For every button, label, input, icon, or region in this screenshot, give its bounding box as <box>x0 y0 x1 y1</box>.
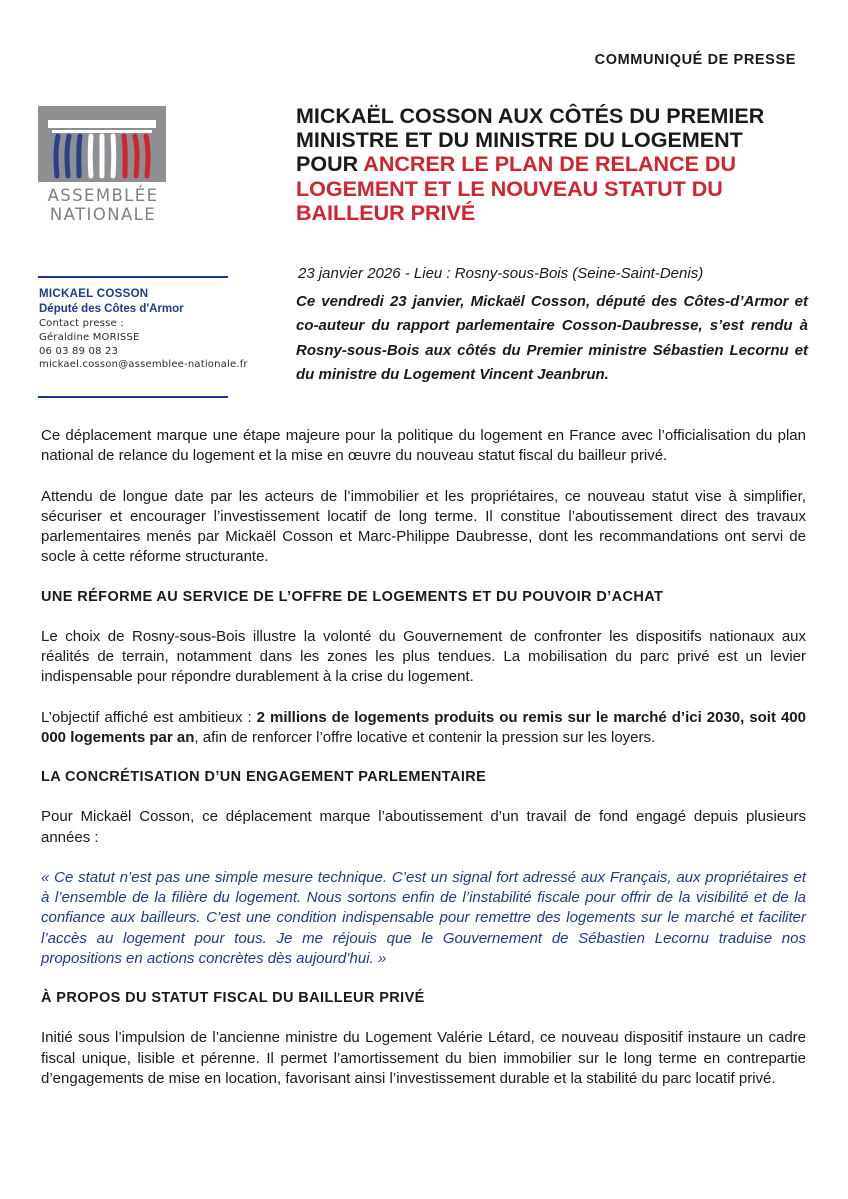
lead-paragraph: Ce vendredi 23 janvier, Mickaël Cosson, député des Côtes-d’Armor et co-auteur du rapport parlementaire Cosson-Daubresse, s’est rendu à Rosny-sous-Bois aux côtés du Premier ministre Sébastien Lecornu et du ministre du Logement Vincent Jeanbrun. <box>296 293 808 383</box>
press-contact-phone: 06 03 89 08 23 <box>39 345 119 357</box>
press-contact-label: Contact presse : <box>39 318 124 329</box>
contact-top-divider <box>38 276 228 278</box>
section-heading-2: LA CONCRÉTISATION D’UN ENGAGEMENT PARLEMENTAIRE <box>41 769 487 786</box>
document-type: COMMUNIQUÉ DE PRESSE <box>594 52 796 68</box>
press-contact-email: mickael.cosson@assemblee-nationale.fr <box>39 359 248 371</box>
logo-wordmark <box>38 186 168 224</box>
contact-block <box>39 287 279 372</box>
paragraph-4-highlight: 2 millions de logements produits ou remis sur le marché d’ici 2030, soit 400 000 logements par an <box>41 708 806 746</box>
paragraph-4 <box>41 708 806 749</box>
dateline: 23 janvier 2026 - Lieu : Rosny-sous-Bois (Seine-Saint-Denis) <box>298 265 704 282</box>
paragraph-6: Initié sous l’impulsion de l’ancienne ministre du Logement Valérie Létard, ce nouveau dispositif instaure un cadre fiscal unique, lisible et pérenne. Il permet l’amortissement du bien immobilier sur le long terme en contrepartie d’engagements de mise en location, favorisant ainsi l’investissement durable et la stabilité du parc locatif privé. <box>41 1029 806 1087</box>
press-release-headline <box>296 104 786 225</box>
hemicycle-logo-icon <box>38 106 166 182</box>
headline-red: ANCRER LE PLAN DE RELANCE DU LOGEMENT ET LE NOUVEAU STATUT DU BAILLEUR PRIVÉ <box>296 152 736 225</box>
assemblee-nationale-logo <box>38 106 168 224</box>
deputy-role: Député des Côtes d'Armor <box>39 303 184 315</box>
headline-black: MICKAËL COSSON AUX CÔTÉS DU PREMIER MINISTRE ET DU MINISTRE DU LOGEMENT POUR <box>296 104 765 177</box>
logo-line-2: NATIONALE <box>49 205 157 224</box>
section-heading-1: UNE RÉFORME AU SERVICE DE L’OFFRE DE LOGEMENTS ET DU POUVOIR D’ACHAT <box>41 588 664 605</box>
press-contact-name: Géraldine MORISSE <box>39 331 140 343</box>
paragraph-4-end: , afin de renforcer l’offre locative et contenir la pression sur les loyers. <box>194 728 656 746</box>
quote: « Ce statut n’est pas une simple mesure technique. C’est un signal fort adressé aux Français, aux propriétaires et à l’ensemble de la filière du logement. Nous sortons enfin de l’instabilité fiscale pour offrir de la visibilité et de la confiance aux bailleurs. C’est une condition indispensable pour remettre des logements sur le marché et faciliter l’accès au logement pour tous. Je me réjouis que le Gouvernement de Sébastien Lecornu traduise nos propositions en actions concrètes dès aujourd’hui. » <box>41 868 806 968</box>
contact-bottom-divider <box>38 396 228 398</box>
paragraph-2: Attendu de longue date par les acteurs de l’immobilier et les propriétaires, ce nouveau statut vise à simplifier, sécuriser et encourager l’investissement locatif de long terme. Il constitue l’aboutissement direct des travaux parlementaires menés par Mickaël Cosson et Marc-Philippe Daubresse, dont les recommandations ont servi de socle à cette réforme structurante. <box>41 487 806 566</box>
paragraph-3: Le choix de Rosny-sous-Bois illustre la volonté du Gouvernement de confronter les dispositifs nationaux aux réalités de terrain, notamment dans les zones les plus tendues. La mobilisation du parc privé est un levier indispensable pour répondre durablement à la crise du logement. <box>41 627 806 686</box>
paragraph-1: Ce déplacement marque une étape majeure pour la politique du logement en France avec l’officialisation du plan national de relance du logement et la mise en œuvre du nouveau statut fiscal du bailleur privé. <box>41 427 806 465</box>
deputy-name: MICKAEL COSSON <box>39 288 149 300</box>
paragraph-5: Pour Mickaël Cosson, ce déplacement marque l’aboutissement d’un travail de fond engagé depuis plusieurs années : <box>41 808 806 846</box>
section-heading-3: À PROPOS DU STATUT FISCAL DU BAILLEUR PRIVÉ <box>41 990 425 1007</box>
paragraph-4-intro: L’objectif affiché est ambitieux : <box>41 708 257 726</box>
article-body <box>41 426 806 1109</box>
logo-line-1: ASSEMBLÉE <box>47 186 159 205</box>
